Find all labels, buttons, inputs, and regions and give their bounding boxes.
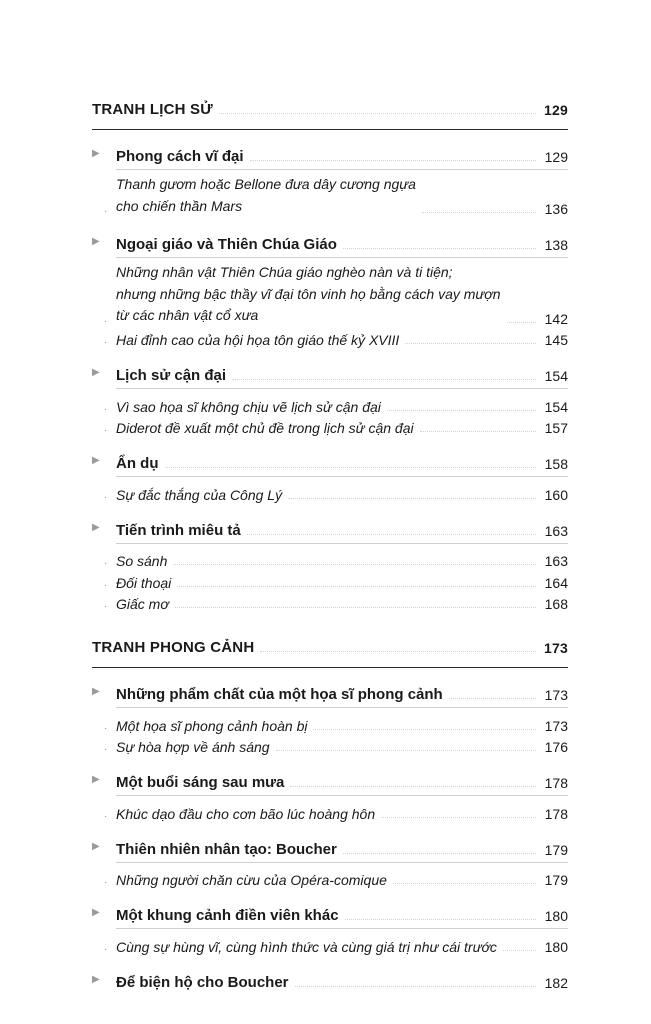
chapter-spacer: [92, 822, 568, 836]
dot-leader: [503, 950, 536, 951]
chapter-spacer: [92, 348, 568, 362]
part-page-number: 129: [544, 102, 568, 118]
dot-leader: [173, 564, 536, 565]
dot-leader: [313, 729, 536, 730]
section-title: Những người chăn cừu của Opéra-comique: [116, 872, 387, 888]
section-page-number: 157: [544, 420, 568, 436]
section-page-number: 160: [544, 486, 568, 503]
chapter-title: Một khung cảnh điền viên khác: [116, 907, 339, 924]
dot-leader: [232, 379, 536, 380]
chapter-page-number: 180: [544, 908, 568, 924]
bullet-dot-icon: ·: [104, 877, 108, 888]
section-title-line: Những nhân vật Thiên Chúa giáo nghèo nàn và ti tiện;: [116, 264, 453, 280]
section-page-number: 176: [544, 739, 568, 755]
part-title: TRANH PHONG CẢNH: [92, 639, 255, 656]
section-title-line: cho chiến thần Mars: [116, 197, 243, 214]
dot-leader: [405, 343, 536, 344]
chapter-entry[interactable]: [92, 836, 568, 858]
chapter-title: Những phẩm chất của một họa sĩ phong cảnh: [116, 686, 443, 703]
bullet-dot-icon: ·: [104, 601, 108, 612]
dot-leader: [219, 113, 536, 114]
dot-leader: [393, 883, 536, 884]
triangle-right-icon: ▶: [92, 455, 100, 466]
section-page-number: 179: [544, 872, 568, 888]
chapter-divider: [116, 928, 568, 929]
bullet-dot-icon: ·: [104, 337, 108, 348]
part-page-number: 173: [544, 640, 568, 656]
chapter-title: Ngoại giáo và Thiên Chúa Giáo: [116, 236, 337, 253]
bullet-dot-icon: ·: [104, 206, 108, 217]
dot-leader: [420, 431, 536, 432]
bullet-dot-icon: ·: [104, 722, 108, 734]
chapter-spacer: [92, 955, 568, 969]
chapter-spacer: [92, 217, 568, 231]
chapter-entry[interactable]: [92, 231, 568, 253]
chapter-spacer: [92, 755, 568, 769]
section-entry[interactable]: [92, 569, 568, 591]
triangle-right-icon: ▶: [92, 774, 100, 785]
chapter-entry[interactable]: [92, 143, 568, 165]
dot-leader: [343, 853, 536, 854]
dot-leader: [449, 698, 536, 699]
dot-leader: [422, 212, 536, 213]
section-entry[interactable]: [92, 327, 568, 349]
section-page-number: 136: [544, 201, 568, 217]
chapter-divider: [116, 862, 568, 863]
chapter-entry[interactable]: [92, 450, 568, 472]
dot-leader: [381, 817, 536, 818]
table-of-contents: [92, 98, 568, 991]
bullet-dot-icon: ·: [104, 491, 108, 503]
section-entry[interactable]: [92, 393, 568, 415]
section-entry[interactable]: [92, 481, 568, 503]
section-title: Sự đắc thắng của Công Lý: [116, 486, 283, 503]
bullet-dot-icon: ·: [104, 425, 108, 436]
part-heading[interactable]: [92, 98, 568, 118]
section-page-number: 163: [544, 553, 568, 569]
chapter-title: Thiên nhiên nhân tạo: Boucher: [116, 840, 337, 858]
bullet-dot-icon: ·: [104, 315, 108, 327]
chapter-page-number: 138: [544, 237, 568, 253]
bullet-dot-icon: ·: [104, 810, 108, 822]
section-entry[interactable]: [92, 867, 568, 889]
dot-leader: [250, 160, 536, 161]
section-title: Một họa sĩ phong cảnh hoàn bị: [116, 717, 308, 734]
chapter-page-number: 154: [544, 368, 568, 384]
chapter-title: Một buổi sáng sau mưa: [116, 774, 285, 791]
chapter-page-number: 173: [544, 687, 568, 703]
chapter-divider: [116, 388, 568, 389]
section-entry[interactable]: [92, 800, 568, 822]
chapter-page-number: 163: [544, 522, 568, 539]
section-title: So sánh: [116, 553, 168, 569]
chapter-entry[interactable]: [92, 769, 568, 791]
bullet-dot-icon: ·: [104, 744, 108, 755]
dot-leader: [276, 750, 536, 751]
dot-leader: [288, 498, 536, 499]
chapter-spacer: [92, 503, 568, 517]
chapter-page-number: 178: [544, 775, 568, 791]
section-title: Sự hòa hợp về ánh sáng: [116, 739, 270, 755]
section-title: Diderot đề xuất một chủ đề trong lịch sử cận đại: [116, 420, 414, 436]
triangle-right-icon: ▶: [92, 236, 100, 247]
section-page-number: 178: [544, 805, 568, 822]
section-title-line: từ các nhân vật cổ xưa: [116, 307, 259, 323]
chapter-divider: [116, 257, 568, 258]
bullet-dot-icon: ·: [104, 403, 108, 415]
bullet-dot-icon: ·: [104, 943, 108, 955]
section-title: [116, 262, 501, 327]
dot-leader: [295, 986, 536, 987]
triangle-right-icon: ▶: [92, 367, 100, 378]
chapter-title: Tiến trình miêu tả: [116, 521, 241, 539]
section-title: Giấc mơ: [116, 596, 169, 612]
chapter-entry[interactable]: [92, 969, 568, 991]
section-entry[interactable]: [92, 712, 568, 734]
section-title: Vì sao họa sĩ không chịu vẽ lịch sử cận đại: [116, 398, 381, 415]
section-title: [116, 174, 416, 217]
part-heading[interactable]: [92, 636, 568, 656]
triangle-right-icon: ▶: [92, 907, 100, 918]
section-title-line: Thanh gươm hoặc Bellone đưa dây cương ngựa: [116, 176, 416, 192]
bullet-dot-icon: ·: [104, 579, 108, 591]
dot-leader: [260, 651, 536, 652]
chapter-title: Để biện hộ cho Boucher: [116, 973, 289, 991]
dot-leader: [387, 410, 536, 411]
section-page-number: 145: [544, 332, 568, 348]
chapter-divider: [116, 795, 568, 796]
chapter-page-number: 179: [544, 841, 568, 858]
section-page-number: 173: [544, 717, 568, 734]
triangle-right-icon: ▶: [92, 973, 100, 985]
part-divider: [92, 667, 568, 668]
section-entry[interactable]: [92, 933, 568, 955]
section-title: Đối thoại: [116, 574, 172, 591]
triangle-right-icon: ▶: [92, 686, 100, 697]
dot-leader: [343, 248, 536, 249]
section-entry[interactable]: [92, 174, 568, 217]
section-title: Cùng sự hùng vĩ, cùng hình thức và cùng giá trị như cái trước: [116, 938, 497, 955]
section-title-line: nhưng những bậc thầy vĩ đại tôn vinh họ bằng cách vay mượn: [116, 285, 501, 302]
chapter-page-number: 158: [544, 456, 568, 472]
triangle-right-icon: ▶: [92, 148, 100, 159]
chapter-entry[interactable]: [92, 681, 568, 703]
dot-leader: [290, 786, 536, 787]
section-title: Khúc dạo đầu cho cơn bão lúc hoàng hôn: [116, 805, 376, 822]
dot-leader: [345, 919, 536, 920]
section-entry[interactable]: [92, 548, 568, 570]
chapter-entry[interactable]: [92, 902, 568, 924]
chapter-spacer: [92, 888, 568, 902]
chapter-title: Ẩn dụ: [116, 455, 159, 472]
dot-leader: [175, 607, 536, 608]
triangle-right-icon: ▶: [92, 840, 100, 852]
section-page-number: 180: [544, 938, 568, 955]
section-entry[interactable]: [92, 591, 568, 613]
chapter-page-number: 129: [544, 149, 568, 165]
dot-leader: [177, 586, 536, 587]
section-title: Hai đỉnh cao của hội họa tôn giáo thế kỷ XVIII: [116, 332, 400, 348]
chapter-title: Lịch sử cận đại: [116, 367, 227, 384]
dot-leader: [507, 322, 536, 323]
section-entry[interactable]: [92, 262, 568, 327]
chapter-spacer: [92, 436, 568, 450]
chapter-entry[interactable]: [92, 362, 568, 384]
section-page-number: 168: [544, 596, 568, 612]
chapter-page-number: 182: [544, 974, 568, 991]
triangle-right-icon: ▶: [92, 521, 100, 533]
chapter-entry[interactable]: [92, 517, 568, 539]
section-page-number: 142: [544, 310, 568, 327]
section-entry[interactable]: [92, 415, 568, 437]
part-title: TRANH LỊCH SỬ: [92, 101, 213, 118]
section-page-number: 164: [544, 574, 568, 591]
chapter-divider: [116, 543, 568, 544]
dot-leader: [165, 467, 537, 468]
dot-leader: [247, 534, 536, 535]
part-spacer: [92, 612, 568, 636]
bullet-dot-icon: ·: [104, 558, 108, 569]
chapter-title: Phong cách vĩ đại: [116, 148, 244, 165]
part-divider: [92, 129, 568, 130]
chapter-divider: [116, 707, 568, 708]
chapter-divider: [116, 476, 568, 477]
section-page-number: 154: [544, 398, 568, 415]
chapter-divider: [116, 169, 568, 170]
section-entry[interactable]: [92, 734, 568, 756]
